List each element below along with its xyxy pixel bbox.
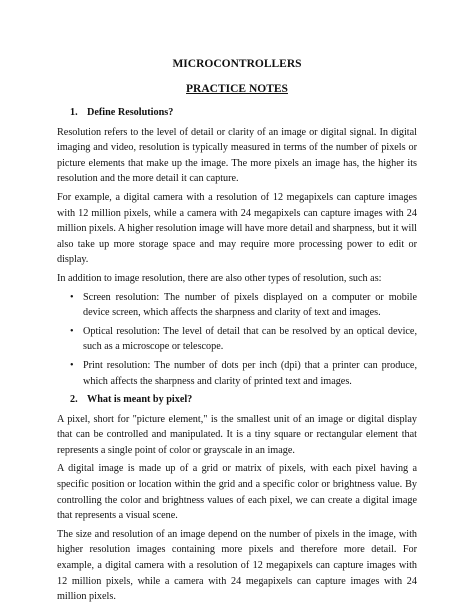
paragraph: The size and resolution of an image depend on the number of pixels in the image, with higher resolution images containing more pixels and therefore more detail. For example, a digital camera with a resolution of 12 megapixels can capture images with 12 million pixels, while a camera with 24 megapixels can capture images with 24 million pixels.: [57, 528, 417, 603]
section-number: 1.: [70, 107, 78, 118]
paragraph: A pixel, short for "picture element," is the smallest unit of an image or digital display that can be controlled and manipulated. It is a tiny square or rectangular element that represents a single point of color or grayscale in an image.: [57, 413, 417, 456]
paragraph: For example, a digital camera with a resolution of 12 megapixels can capture images with 12 million pixels, while a camera with 24 megapixels can capture images with 24 million pixels. A higher resolution image will have more detail and sharpness, but it will also take up more storage space and may require more processing power to edit or display.: [57, 191, 417, 266]
document-title: MICROCONTROLLERS: [172, 58, 302, 70]
paragraph: Resolution refers to the level of detail or clarity of an image or digital signal. In digital imaging and video, resolution is typically measured in terms of the number of pixels or picture elements that make up the image. The more pixels an image has, the higher its resolution and the more detail it can capture.: [57, 126, 417, 185]
document-subtitle: PRACTICE NOTES: [186, 83, 288, 95]
list-item: • Optical resolution: The level of detail that can be resolved by an optical device, such as a microscope or telescope.: [57, 324, 417, 355]
paragraph: A digital image is made up of a grid or matrix of pixels, with each pixel having a specific position or location within the grid and a specific color or brightness value. By controlling the color and brightness values of each pixel, we can create a digital image that represents a visual scene.: [57, 463, 417, 522]
paragraph: In addition to image resolution, there are also other types of resolution, such as:: [57, 272, 382, 284]
section-heading-text: What is meant by pixel?: [87, 394, 193, 406]
list-item: • Print resolution: The number of dots per inch (dpi) that a printer can produce, which affects the sharpness and clarity of printed text and images.: [57, 358, 417, 389]
section-number: 2.: [70, 394, 78, 406]
section-heading-resolutions: [57, 105, 417, 121]
section-heading-text: Define Resolutions?: [87, 107, 174, 118]
resolution-types-list: [57, 290, 417, 390]
section-heading-pixel: [57, 392, 417, 408]
list-item: • Screen resolution: The number of pixels displayed on a computer or mobile device screen, which affects the sharpness and clarity of text and images.: [57, 290, 417, 321]
